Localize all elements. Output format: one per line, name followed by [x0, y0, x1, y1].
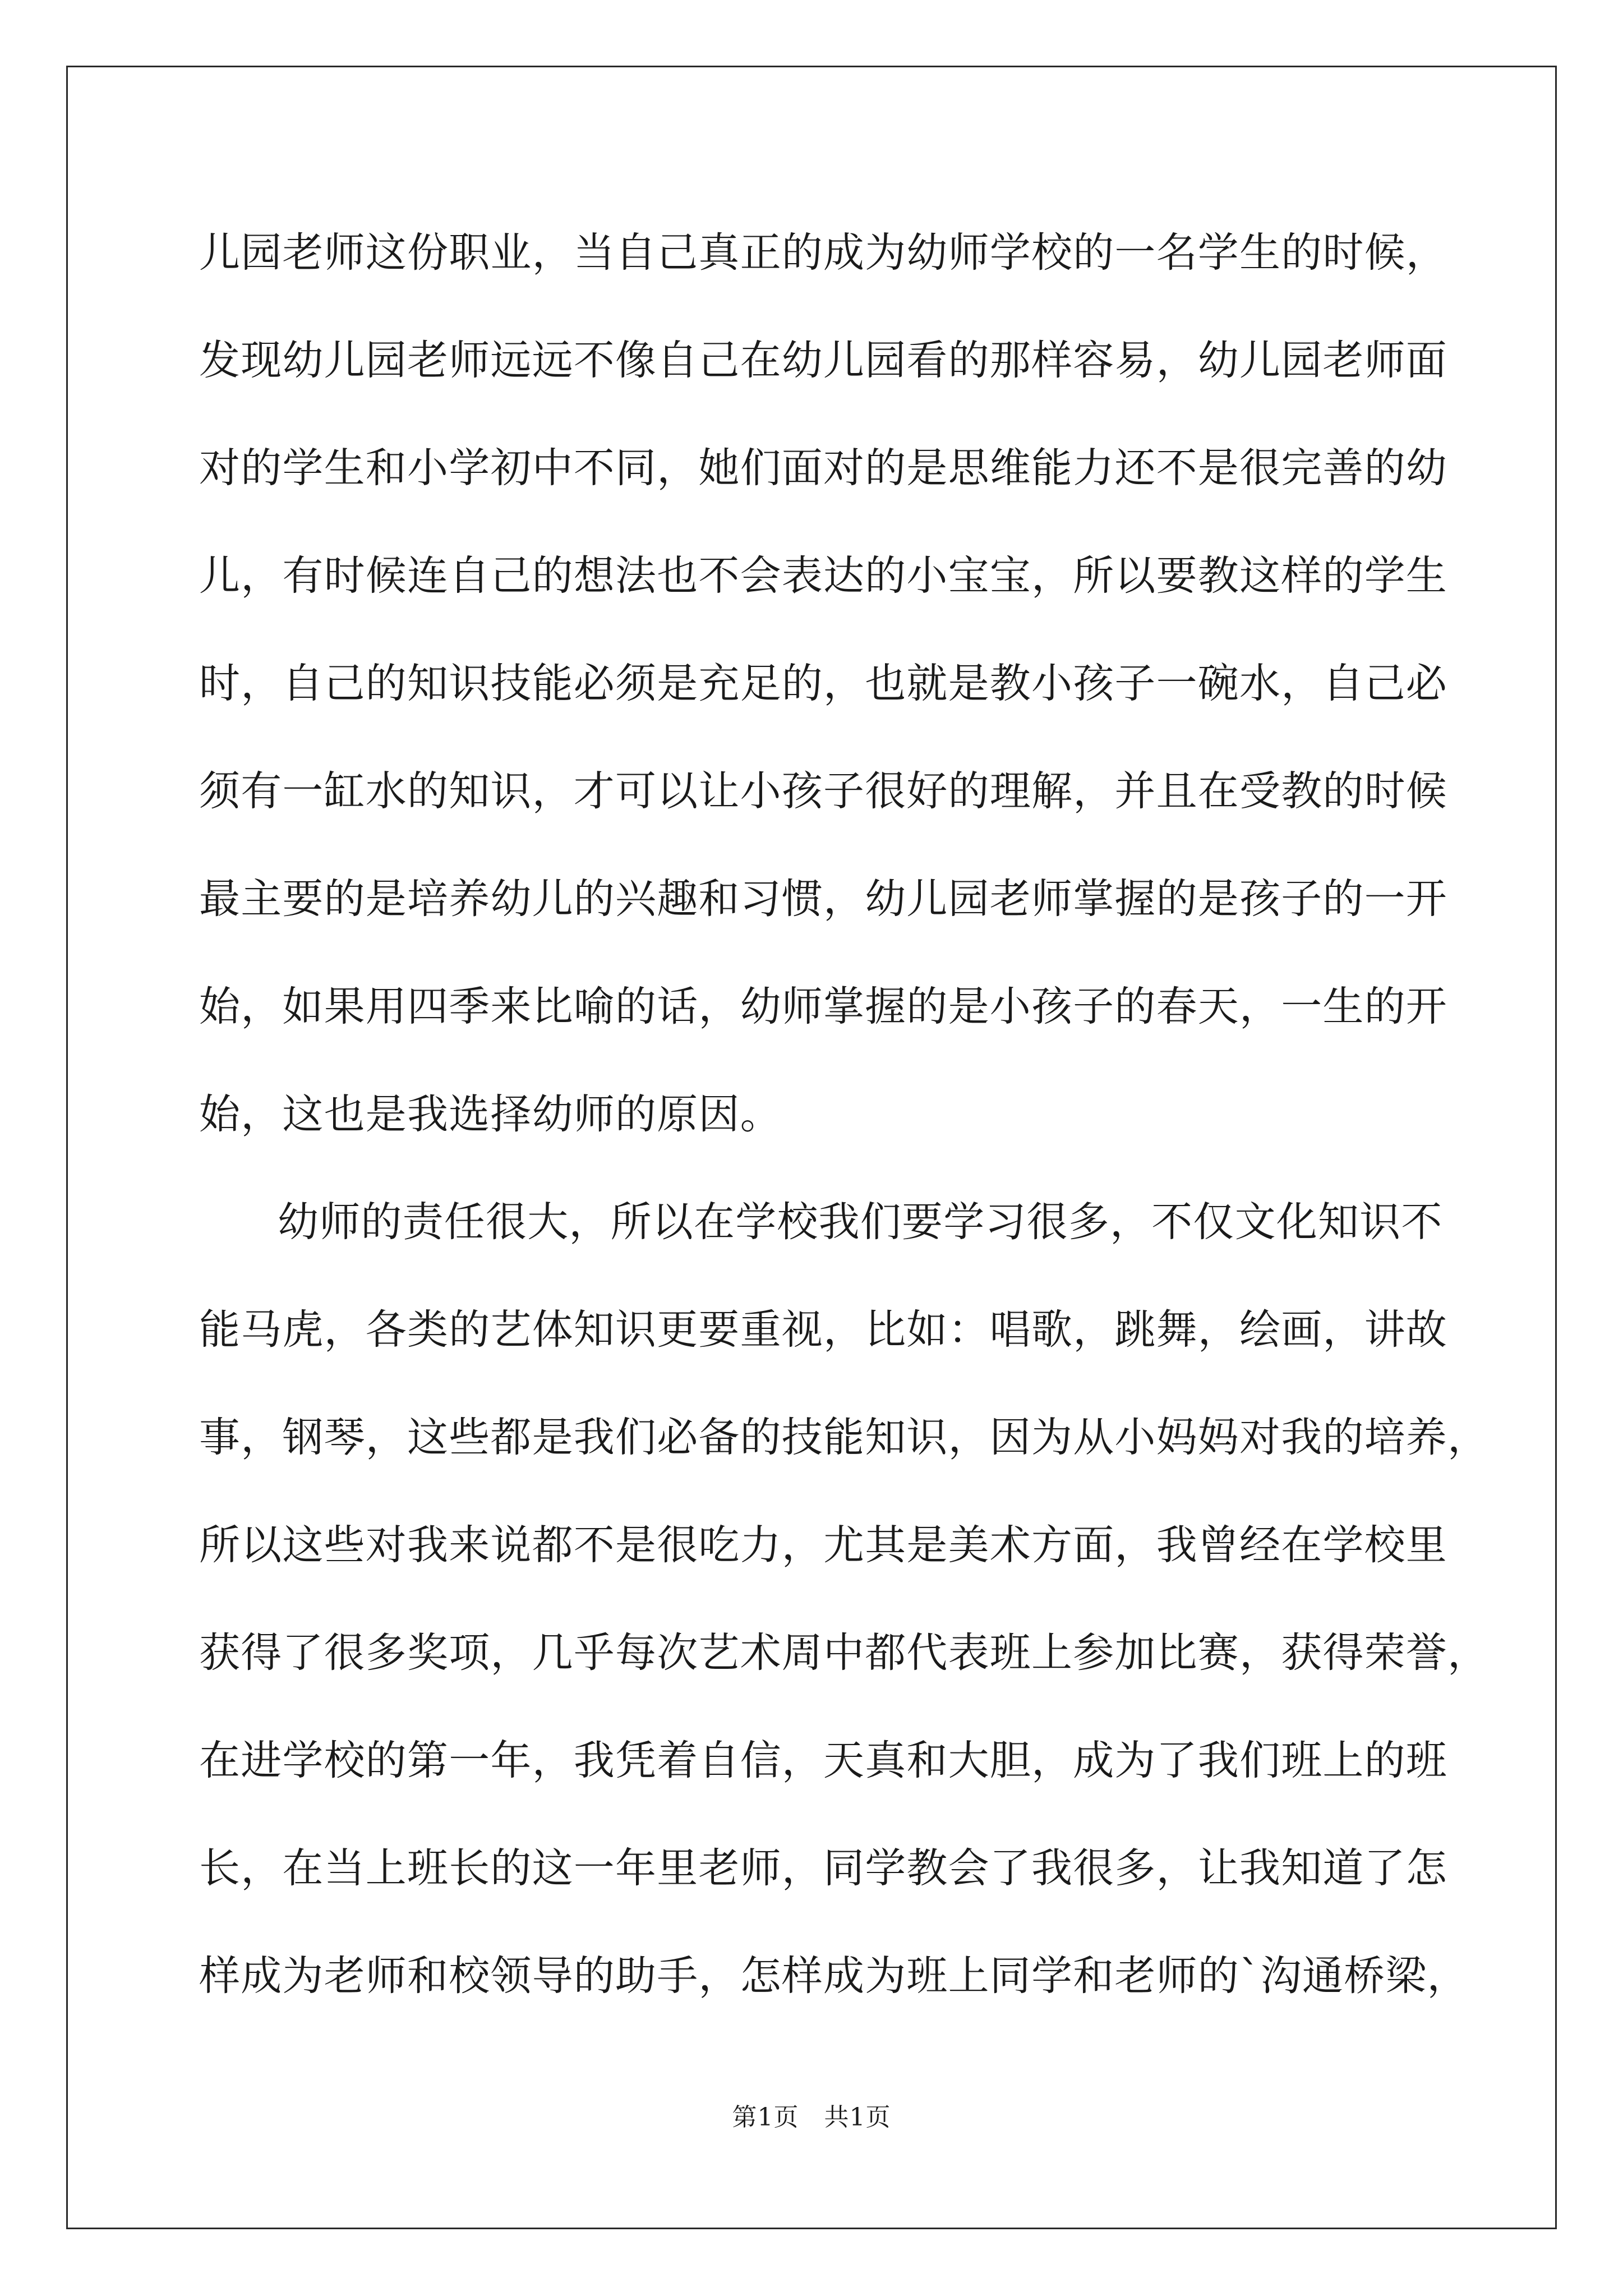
text-line: 发现幼儿园老师远远不像自己在幼儿园看的那样容易，幼儿园老师面 [199, 337, 1447, 384]
text-line: 儿园老师这份职业，当自己真正的成为幼师学校的一名学生的时候， [199, 229, 1447, 277]
text-line: 能马虎，各类的艺体知识更要重视，比如：唱歌，跳舞，绘画，讲故 [199, 1306, 1447, 1354]
text-line: 事，钢琴，这些都是我们必备的技能知识，因为从小妈妈对我的培养， [199, 1414, 1490, 1461]
text-line: 样成为老师和校领导的助手，怎样成为班上同学和老师的`沟通桥梁， [199, 1952, 1469, 2000]
text-line: 儿，有时候连自己的想法也不会表达的小宝宝，所以要教这样的学生 [199, 552, 1447, 600]
text-line: 时，自己的知识技能必须是充足的，也就是教小孩子一碗水，自己必 [199, 660, 1447, 707]
document-body [199, 199, 1490, 2030]
text-line: 获得了很多奖项，几乎每次艺术周中都代表班上参加比赛，获得荣誉， [199, 1629, 1490, 1677]
page-total: 共1页 [824, 2103, 891, 2132]
text-line: 最主要的是培养幼儿的兴趣和习惯，幼儿园老师掌握的是孩子的一开 [199, 875, 1447, 923]
text-line: 对的学生和小学初中不同，她们面对的是思维能力还不是很完善的幼 [199, 444, 1447, 492]
text-line: 所以这些对我来说都不是很吃力，尤其是美术方面，我曾经在学校里 [199, 1521, 1447, 1569]
text-line: 须有一缸水的知识，才可以让小孩子很好的理解，并且在受教的时候 [199, 767, 1447, 815]
text-line: 始，如果用四季来比喻的话，幼师掌握的是小孩子的春天，一生的开 [199, 983, 1447, 1030]
text-line: 幼师的责任很大，所以在学校我们要学习很多，不仅文化知识不 [278, 1198, 1443, 1246]
text-line: 在进学校的第一年，我凭着自信，天真和大胆，成为了我们班上的班 [199, 1737, 1447, 1784]
text-line: 始，这也是我选择幼师的原因。 [199, 1091, 782, 1138]
page-footer [0, 2097, 1623, 2133]
text-line: 长，在当上班长的这一年里老师，同学教会了我很多，让我知道了怎 [199, 1844, 1447, 1892]
page-number: 第1页 [732, 2103, 799, 2132]
